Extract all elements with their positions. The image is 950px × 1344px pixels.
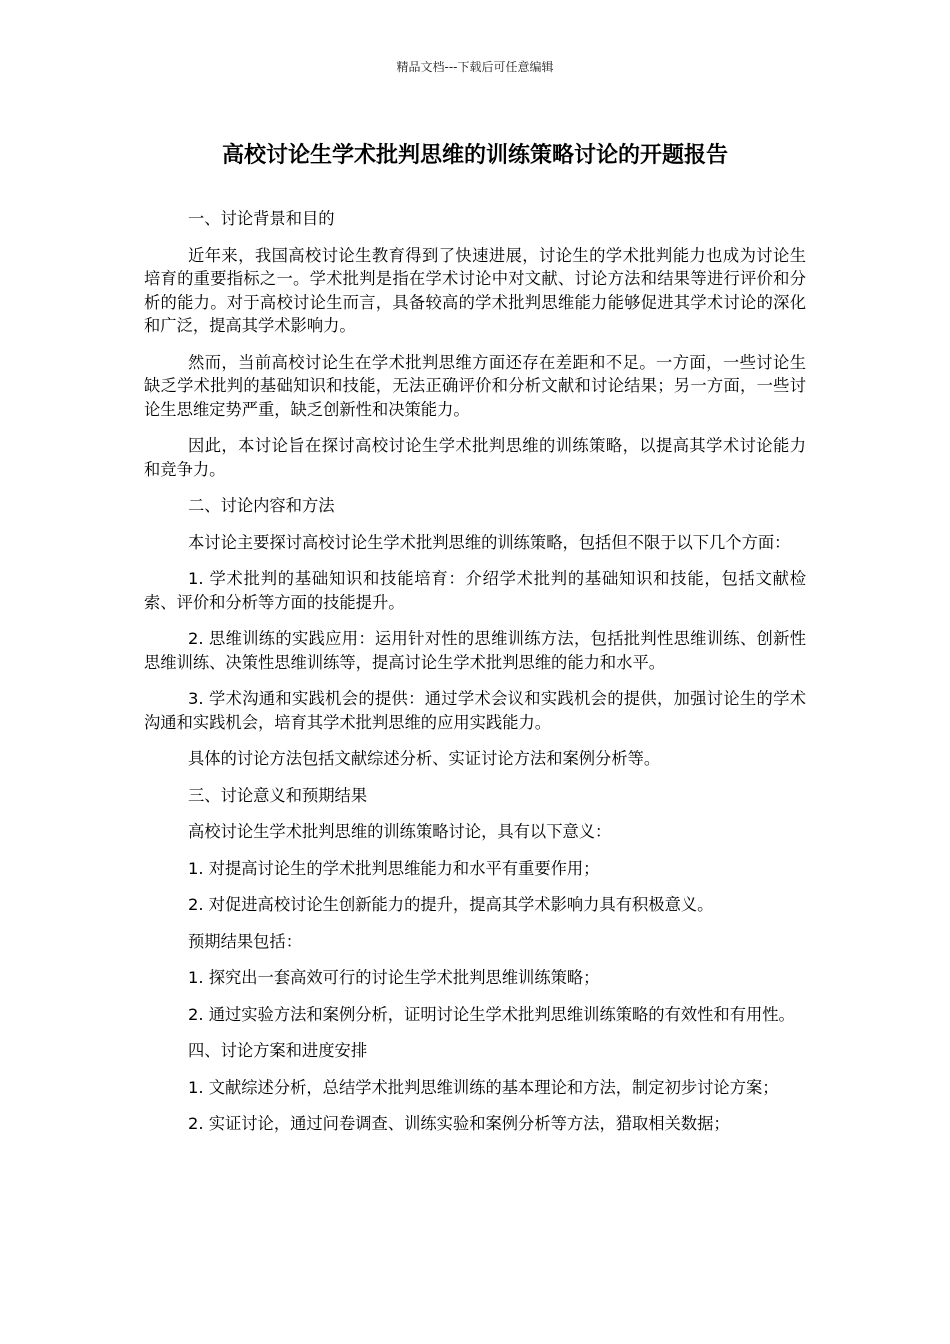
list-item: 2. 实证讨论，通过问卷调查、训练实验和案例分析等方法，猎取相关数据； — [188, 1114, 730, 1133]
paragraph: 近年来，我国高校讨论生教育得到了快速进展，讨论生的学术批判能力也成为讨论生培育的重要指标之一。学术批判是指在学术讨论中对文献、讨论方法和结果等进行评价和分析的能力。对于高校讨论生而言，具备较高的学术批判思维能力能够促进其学术讨论的深化和广泛，提高其学术影响力。 — [144, 245, 806, 335]
list-item: 1. 探究出一套高效可行的讨论生学术批判思维训练策略； — [188, 968, 600, 987]
list-item: 2. 通过实验方法和案例分析，证明讨论生学术批判思维训练策略的有效性和有用性。 — [188, 1004, 795, 1024]
list-item: 1. 文献综述分析，总结学术批判思维训练的基本理论和方法，制定初步讨论方案； — [188, 1077, 779, 1097]
section-heading-3: 三、讨论意义和预期结果 — [188, 785, 368, 805]
section-heading-2: 二、讨论内容和方法 — [188, 496, 335, 515]
header-note: 精品文档---下载后可任意编辑 — [396, 60, 554, 74]
section-heading-4: 四、讨论方案和进度安排 — [188, 1041, 368, 1060]
section-heading-1: 一、讨论背景和目的 — [188, 209, 335, 228]
list-item: 2. 思维训练的实践应用：运用针对性的思维训练方法，包括批判性思维训练、创新性思维训练、决策性思维训练等，提高讨论生学术批判思维的能力和水平。 — [144, 629, 806, 672]
paragraph: 然而，当前高校讨论生在学术批判思维方面还存在差距和不足。一方面，一些讨论生缺乏学术批判的基础知识和技能，无法正确评价和分析文献和讨论结果；另一方面，一些讨论生思维定势严重，缺乏创新性和决策能力。 — [144, 352, 806, 419]
paragraph: 高校讨论生学术批判思维的训练策略讨论，具有以下意义： — [188, 822, 612, 841]
document-body — [144, 207, 806, 1149]
list-item: 1. 学术批判的基础知识和技能培育：介绍学术批判的基础知识和技能，包括文献检索、评价和分析等方面的技能提升。 — [144, 569, 806, 612]
list-item: 2. 对促进高校讨论生创新能力的提升，提高其学术影响力具有积极意义。 — [188, 895, 714, 914]
list-item: 1. 对提高讨论生的学术批判思维能力和水平有重要作用； — [188, 858, 600, 878]
paragraph: 具体的讨论方法包括文献综述分析、实证讨论方法和案例分析等。 — [188, 749, 661, 768]
document-title: 高校讨论生学术批判思维的训练策略讨论的开题报告 — [221, 143, 728, 168]
paragraph: 预期结果包括： — [188, 931, 302, 951]
paragraph: 本讨论主要探讨高校讨论生学术批判思维的训练策略，包括但不限于以下几个方面： — [188, 532, 791, 552]
list-item: 3. 学术沟通和实践机会的提供：通过学术会议和实践机会的提供，加强讨论生的学术沟通和实践机会，培育其学术批判思维的应用实践能力。 — [144, 689, 806, 732]
paragraph: 因此，本讨论旨在探讨高校讨论生学术批判思维的训练策略，以提高其学术讨论能力和竞争力。 — [144, 436, 806, 479]
